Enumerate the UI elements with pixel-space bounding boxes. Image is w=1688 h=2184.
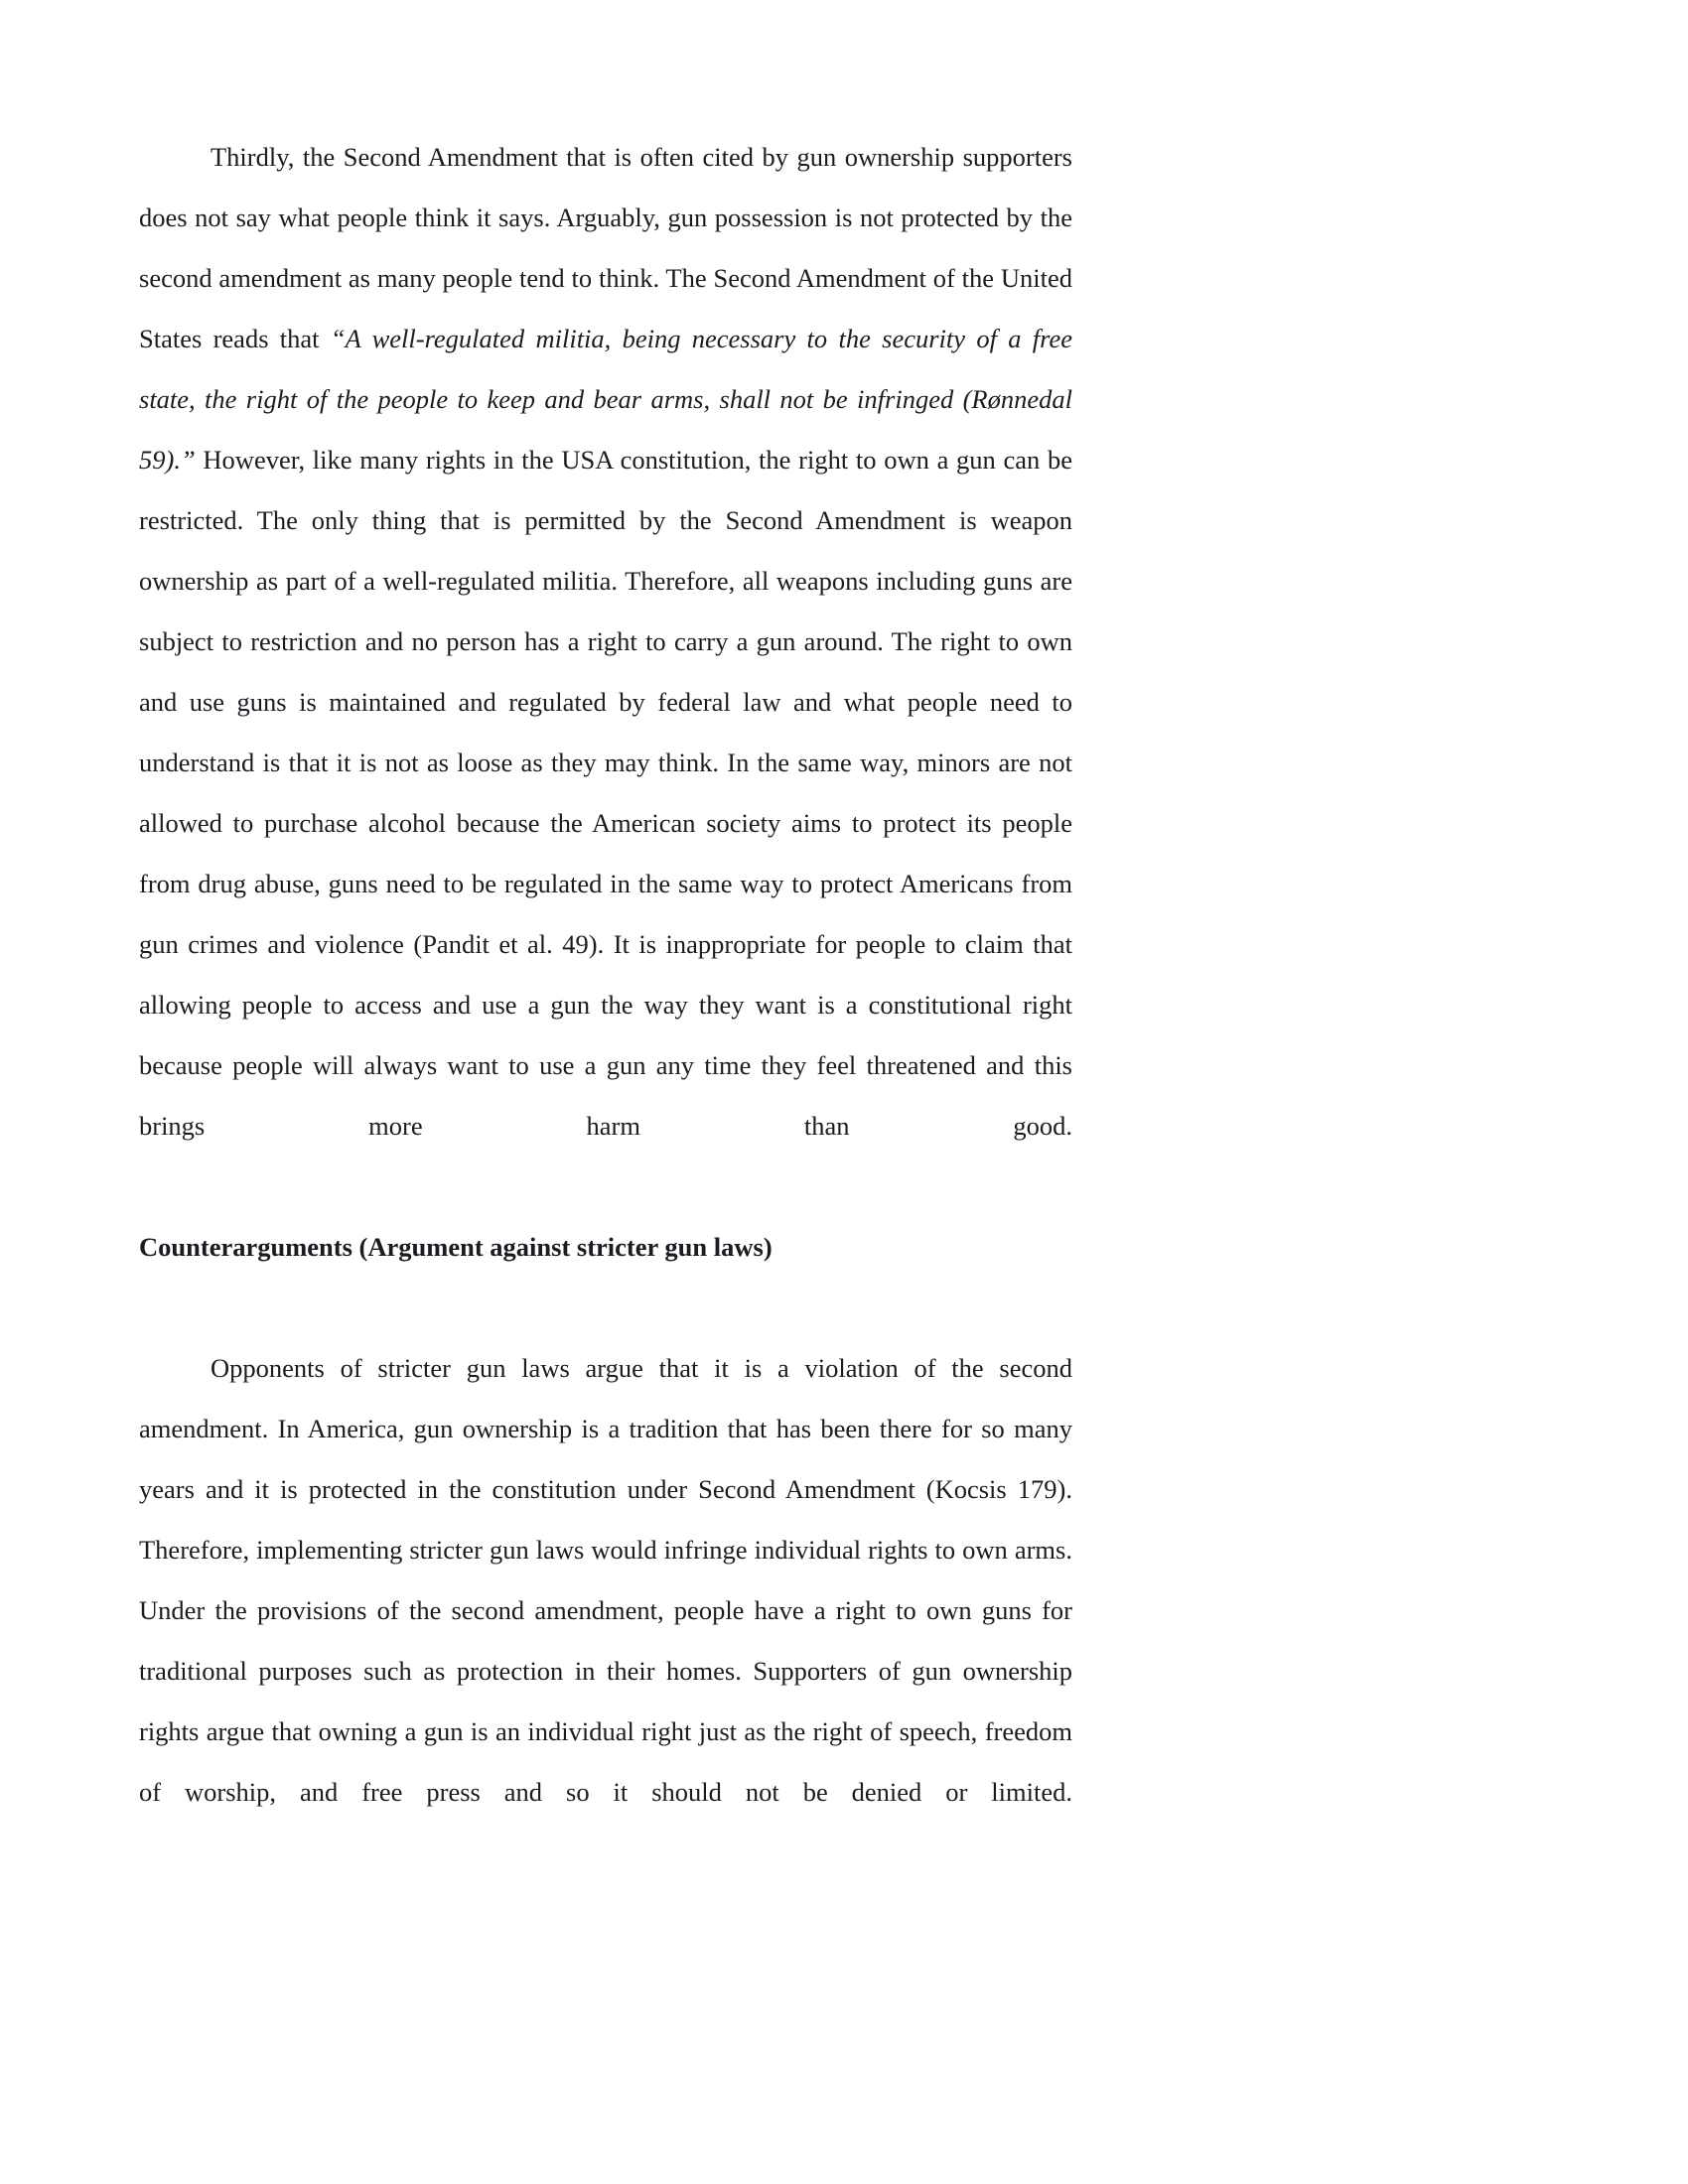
paragraph-segment-intro: Thirdly, the Second Amendment that is often cited by gun ownership supporters does not say what people think it says. Arguably, gun possession is not protected by the second amendment as many people tend to think. The Second Amendment of the United States reads that	[139, 142, 1072, 353]
second-amendment-quotation: “A well-regulated militia, being necessary to the security of a free state, the right of the people to keep and bear arms, shall not be infringed (Rønnedal 59).”	[139, 324, 1073, 475]
document-body	[139, 127, 1072, 1883]
paragraph-opponents-text: Opponents of stricter gun laws argue that it is a violation of the second amendment. In America, gun ownership is a tradition that has been there for so many years and it is protected in the constitution under Second Amendment (Kocsis 179). Therefore, implementing stricter gun laws would infringe individual rights to own arms. Under the provisions of the second amendment, people have a right to own guns for traditional purposes such as protection in their homes. Supporters of gun ownership rights argue that owning a gun is an individual right just as the right of speech, freedom of worship, and free press and so it should not be denied or limited.	[139, 1353, 1072, 1807]
paragraph-thirdly	[139, 127, 1072, 1217]
section-heading-counterarguments: Counterarguments (Argument against stricter gun laws)	[139, 1232, 773, 1262]
paragraph-segment-continuation: However, like many rights in the USA constitution, the right to own a gun can be restricted. The only thing that is permitted by the Second Amendment is weapon ownership as part of a well-regulated militia. Therefore, all weapons including guns are subject to restriction and no person has a right to carry a gun around. The right to own and use guns is maintained and regulated by federal law and what people need to understand is that it is not as loose as they may think. In the same way, minors are not allowed to purchase alcohol because the American society aims to protect its people from drug abuse, guns need to be regulated in the same way to protect Americans from gun crimes and violence (Pandit et al. 49). It is inappropriate for people to claim that allowing people to access and use a gun the way they want is a constitutional right because people will always want to use a gun any time they feel threatened and this brings more harm than good.	[139, 445, 1072, 1141]
paragraph-opponents	[139, 1338, 1072, 1883]
